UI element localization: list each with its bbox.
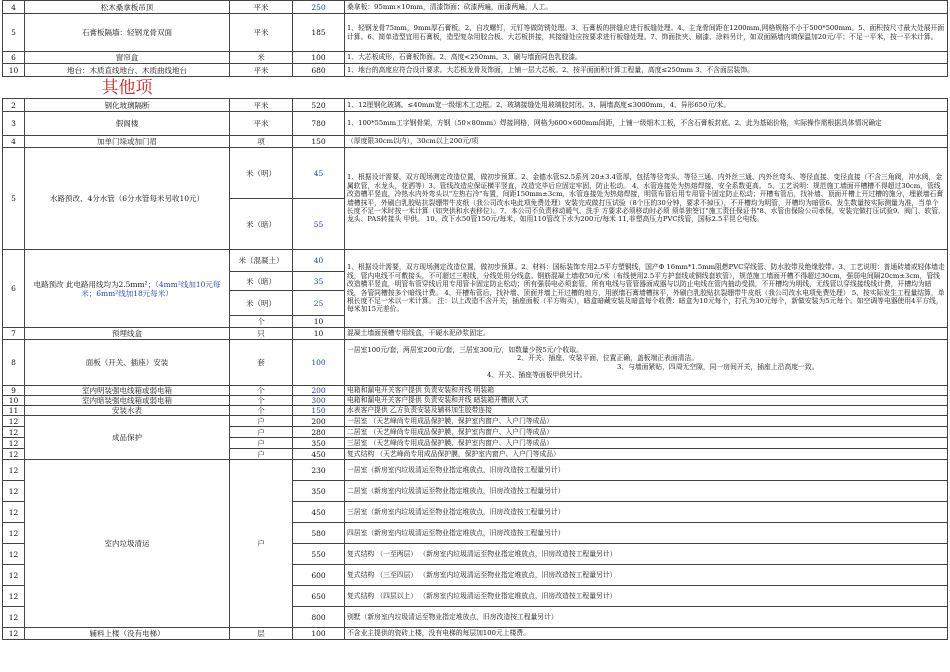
item-price: 780 — [293, 112, 345, 136]
item-price: 350 — [293, 438, 345, 449]
table-row — [3, 1, 948, 14]
item-unit: 米 — [230, 52, 293, 64]
item-price: 10 — [293, 316, 345, 328]
item-description: 三居室（新房室内垃圾清运至物业指定堆放点，旧房改造按工程量另计） — [345, 502, 948, 523]
item-unit: 米（明） — [230, 148, 293, 199]
item-unit: 米（暗） — [230, 199, 293, 250]
item-unit: 户 — [230, 438, 293, 449]
item-description: 复式结构 （天艺峰尚专用成品保护膜，保护室内窗户、入户门等成品） — [345, 449, 948, 460]
item-description: 1、地台的高度应符合设计要求。大芯板龙骨及饰面，上铺一层大芯板。2、按平面面积计算工程量，高度≤250mm 3、不含面层装饰。 — [345, 64, 948, 77]
item-price: 520 — [293, 99, 345, 112]
item-unit: 米（明） — [230, 291, 293, 316]
row-number: 12 — [3, 628, 25, 640]
item-name: 地台：木质直线地台、木质曲线地台 — [25, 64, 230, 77]
item-price: 25 — [293, 291, 345, 316]
item-price: 100 — [293, 340, 345, 386]
row-number: 6 — [3, 250, 25, 328]
item-description: 1、大芯板成形，石膏板饰面。2、高度<250mm。3、刷与墙面同色乳胶漆。 — [345, 52, 948, 64]
table-row — [3, 112, 948, 136]
item-name — [25, 250, 230, 328]
desc-line: 4、开关、插座等面板甲供另计。 — [487, 370, 587, 379]
item-unit: 项 — [230, 136, 293, 148]
item-name: 钢化玻璃隔断 — [25, 99, 230, 112]
item-name: 室内暗装强电线箱或弱电箱 — [25, 396, 230, 406]
item-price: 230 — [293, 460, 345, 481]
item-price: 200 — [293, 386, 345, 396]
item-price: 680 — [293, 64, 345, 77]
row-number: 5 — [3, 14, 25, 52]
row-number: 12 — [3, 523, 25, 544]
item-unit: 个 — [230, 316, 293, 328]
row-number: 12 — [3, 565, 25, 586]
item-name: 窗帘盒 — [25, 52, 230, 64]
item-description: 1、12厘钢化玻璃。≤40mm宽一级细木工边框。2、玻璃接缝处用玻璃胶封闭。3、隔墙高度≤3000mm，4、异形650元/米。 — [345, 99, 948, 112]
item-price: 300 — [293, 396, 345, 406]
item-unit: 户 — [230, 416, 293, 427]
row-number: 12 — [3, 416, 25, 427]
item-name: 假阁楼 — [25, 112, 230, 136]
row-number: 9 — [3, 386, 25, 396]
item-price: 550 — [293, 544, 345, 565]
item-description — [345, 340, 948, 386]
item-name: 石膏板隔墙：轻钢龙骨双面 — [25, 14, 230, 52]
table-row — [3, 396, 948, 406]
item-description: 三居室 （天艺峰尚专用成品保护膜，保护室内窗户、入户门等成品） — [345, 438, 948, 449]
item-description: 1、100*55mm工字钢骨架，方钢（50×80mm）焊接网格，网格为600×600mm间距，上铺一级细木工板，不含石膏板封底。2、此为基础价格，实际操作需根据具体情况确定 — [345, 112, 948, 136]
item-unit: 只 — [230, 328, 293, 340]
item-price: 280 — [293, 427, 345, 438]
item-price: 600 — [293, 565, 345, 586]
row-number: 12 — [3, 607, 25, 628]
table-row — [3, 628, 948, 640]
item-price: 250 — [293, 1, 345, 14]
row-number: 12 — [3, 586, 25, 607]
item-price: 150 — [293, 406, 345, 416]
row-number: 12 — [3, 481, 25, 502]
row-number: 4 — [3, 136, 25, 148]
item-price: 40 — [293, 250, 345, 272]
item-description: 二居室（新房室内垃圾清运至物业指定堆放点，旧房改造按工程量另计） — [345, 481, 948, 502]
section-row — [3, 77, 948, 99]
desc-line: 2、开关、插座、安装平面，位置正确，盖板端正表面清洁。 — [517, 354, 699, 363]
row-number: 3 — [3, 112, 25, 136]
item-price: 450 — [293, 502, 345, 523]
item-unit: 户 — [230, 449, 293, 460]
item-name: 安装水表 — [25, 406, 230, 416]
item-price: 55 — [293, 199, 345, 250]
item-description: 复式结构 （四层以上） （新房室内垃圾清运至物业指定堆放点，旧房改造按工程量另计） — [345, 586, 948, 607]
row-number: 5 — [3, 148, 25, 250]
table-row — [3, 148, 948, 199]
item-description: 别墅（新房室内垃圾清运至物业指定堆放点，旧房改造按工程量另计） — [345, 607, 948, 628]
row-number: 8 — [3, 340, 25, 386]
item-price: 100 — [293, 628, 345, 640]
row-number: 10 — [3, 64, 25, 77]
item-unit: 套 — [230, 340, 293, 386]
item-price: 450 — [293, 449, 345, 460]
table-row — [3, 416, 948, 427]
item-name: 松木桑拿板吊顶 — [25, 1, 230, 14]
item-description: 复式结构 （三至四层） （新房室内垃圾清运至物业指定堆放点，旧房改造按工程量另计） — [345, 565, 948, 586]
table-row — [3, 406, 948, 416]
item-price: 35 — [293, 272, 345, 291]
item-name: 室内明装强电线箱或弱电箱 — [25, 386, 230, 396]
desc-line: 3、与墙面紧贴，四周无空隙，同一房间开关，插座上沿高度一致。 — [617, 362, 819, 371]
item-name: 辅料上楼（没有电梯） — [25, 628, 230, 640]
table-row — [3, 136, 948, 148]
table-row — [3, 386, 948, 396]
item-name: 预埋线盒 — [25, 328, 230, 340]
item-name: 面板（开关、插座）安装 — [25, 340, 230, 386]
section-title: 其他项 — [101, 77, 153, 98]
row-number: 11 — [3, 406, 25, 416]
item-unit: 户 — [230, 427, 293, 438]
row-number: 12 — [3, 438, 25, 449]
item-description: 1、轻钢龙骨75mm，9mm厚石膏板。2、自攻螺钉，元钉等做防锈处理。3、石膏板的拼缝应进行板缝处理。4、主龙骨间距在1200mm,网格规格不小于500*500mm。5、面积按尺寸最大处展开面计算。6、简单造型宜用石膏板，造型复杂用胶合板、大芯板拼接，其接缝处应按要求进行板缝处理。7、饰面批夹、刷漆、涂料另计，如双面隔墙内填保温加20元/平；不足一平米，按一平米计算。 — [345, 14, 948, 52]
row-number: 12 — [3, 449, 25, 460]
row-number: 12 — [3, 427, 25, 438]
item-description: 二居室 （天艺峰尚专用成品保护膜，保护室内窗户、入户门等成品） — [345, 427, 948, 438]
item-unit: 平米 — [230, 14, 293, 52]
row-number: 4 — [3, 1, 25, 14]
row-number: 12 — [3, 460, 25, 481]
item-unit: 米（暗） — [230, 272, 293, 291]
item-price: 800 — [293, 607, 345, 628]
item-unit: 米（混凝土） — [230, 250, 293, 272]
item-unit: 平米 — [230, 112, 293, 136]
table-row — [3, 64, 948, 77]
table-row — [3, 250, 948, 272]
item-unit: 平米 — [230, 1, 293, 14]
item-price: 650 — [293, 586, 345, 607]
item-price: 150 — [293, 136, 345, 148]
item-description: 1、根据设计需要，双方现场测定改造位置，做初步预算。2、金德水管S2.5系列 20±3.4管厚，包括等径弯头、等径三通、内外丝三通、内外丝弯头、等径直接、变径直接（不含三角阀，冲水阀，金属软管，水龙头，花洒等）3、管线改造应保证横平竖直，改造完毕后应固定牢固，防止松动。 4、水管连接处为热熔焊接，安全系数更高。 5、工艺说明：规范施工墙面开槽槽不得超过30cm，管线改造槽平竖直，冷热水内外弯头以"左热右冷"布置，间距150mm±3cm，水管连接处为热熔焊接，明管布管后用专用管卡固定防止松动；开槽布管后，找补墙、顶面开槽上开过槽的施分，埋嵌墙石膏墙槽抹平，外刷白乳胶贴抗裂绷带牛皮纸（我公司改水电此项免费处理）安装完成做打压试验（8个压的30分钟，要求不掉压），不开槽均为明管，开槽均为暗管6、发生数量按实际测量为准，当单个长度不足一米时按一米计算（如突供和水表移位）。7、本公司不负责移动暖气、洗手 方要求必须移动时必须 须单独签订"施工责任保证书"8、水管由保险公司承保，安装完做打压试验9、阀门、软管、龙头、PAS转接头 甲供。 10、改下水50管150元/每米，如用110管改下水为200元/每米 11,非塑高压力PVC线管，国标2.5平昆仑电线。 — [345, 148, 948, 250]
item-description: 一居室 （天艺峰尚专用成品保护膜，保护室内窗户、入户门等成品） — [345, 416, 948, 427]
table-row — [3, 340, 948, 386]
item-price: 580 — [293, 523, 345, 544]
item-description: 混凝土墙面预槽专用线盒，干硬水泥砂浆固定。 — [345, 328, 948, 340]
row-number: 12 — [3, 544, 25, 565]
item-name-main: 电路预改 此电路用线均为2.5mm²； — [33, 279, 156, 289]
row-number: 12 — [3, 502, 25, 523]
item-name: 室内垃圾清运 — [25, 460, 230, 628]
row-number: 6 — [3, 52, 25, 64]
item-name: 成品保护 — [25, 416, 230, 460]
item-description: 桑拿板：95mm×10mm，清漆饰面；砍漆两遍，面漆两遍，人工。 — [345, 1, 948, 14]
item-unit: 平米 — [230, 99, 293, 112]
item-description: （厚度限30cm以内），30cm以上200元/项 — [345, 136, 948, 148]
price-table — [2, 0, 948, 640]
item-unit: 层 — [230, 628, 293, 640]
item-price: 350 — [293, 481, 345, 502]
desc-line: 一居室100元/套，两居室200元/套，三居室300元/，如数量少按5元/个收取。 — [347, 345, 583, 354]
table-row — [3, 99, 948, 112]
table-row — [3, 328, 948, 340]
row-number: 7 — [3, 328, 25, 340]
item-price: 45 — [293, 148, 345, 199]
item-description: 一居室（新房室内垃圾清运至物业指定堆放点，旧房改造按工程量另计） — [345, 460, 948, 481]
item-name: 水路预改、4分水管（6分水管每米另收10元） — [25, 148, 230, 250]
item-description: 四居室（新房室内垃圾清运至物业指定堆放点，旧房改造按工程量另计） — [345, 523, 948, 544]
item-unit: 个 — [230, 396, 293, 406]
item-price: 100 — [293, 52, 345, 64]
item-unit: 个 — [230, 406, 293, 416]
item-name-note: （4mm²线加10元每米；6mm²线加18元每米） — [81, 279, 221, 298]
item-price: 200 — [293, 416, 345, 427]
item-description: 复式结构 （一至两层） （新房室内垃圾清运至物业指定堆放点，旧房改造按工程量另计） — [345, 544, 948, 565]
item-unit: 平米 — [230, 64, 293, 77]
item-name: 加单门垛或加门眉 — [25, 136, 230, 148]
item-unit: 个 — [230, 386, 293, 396]
item-price: 10 — [293, 328, 345, 340]
item-description: 电箱和漏电开关客户提供 负责安装和并线 暗装箱开槽嵌入式 — [345, 396, 948, 406]
table-row — [3, 460, 948, 481]
item-description: 电箱和漏电开关客户提供 负责安装和并线 明装箱 — [345, 386, 948, 396]
table-row — [3, 14, 948, 52]
item-description: 水表客户提供 乙方负责安装及辅料加生胶带连接 — [345, 406, 948, 416]
item-unit: 户 — [230, 460, 293, 628]
item-description: 不含业主提供的瓷砖上楼，没有电梯的每层加100元上楼费。 — [345, 628, 948, 640]
row-number: 2 — [3, 99, 25, 112]
table-row — [3, 52, 948, 64]
row-number: 10 — [3, 396, 25, 406]
item-description: 1、根据设计需要，双方现场测定改造位置，做初步预算。2、材料：国标装饰专用2.5平方塑铜线，国产Φ 16mm*1.5mm阻燃PVC穿线管、防水胶带及绝缘胶带。3、工艺说明：普通砖墙或轻体墙走线，管内电线不可敷接头，不可超过三根线，分线处用分线盒。钢筋混凝土墙收50元/米（布线使用2.5平方护套线或铜线套软管），规范施工墙面开槽不得超过30cm，强弱电间隔20cm±3cm，管线改造横平竖直，明管布管穿线后用专用管卡固定防止松动；所有强弱电必须套管，所有电线与管管器面成器与以防止电线在管内抽动受损，不开槽均为明线，无线管以穿线接线线计费，开槽均为暗线，各管同槽按多个暗线计费。 4、开槽布管后，找补墙、顶面并墙上开过槽的地方，用嵌墙石膏墙槽抹平，外刷白乳胶贴抗裂绷带牛皮纸（我公司改水电项免费处理） 5、按实际发生工程量结算，单根长度不足一米以一米计算。 注：以上改造不含开关，插座面板（平方购买），暗盒暗藏安装及暗盒每个收费：暗盒为10元每个，打孔为30元每个，新做安装为5元每个。如空调等电器使用4平方线，每米加15元差价。 — [345, 250, 948, 328]
item-price: 185 — [293, 14, 345, 52]
